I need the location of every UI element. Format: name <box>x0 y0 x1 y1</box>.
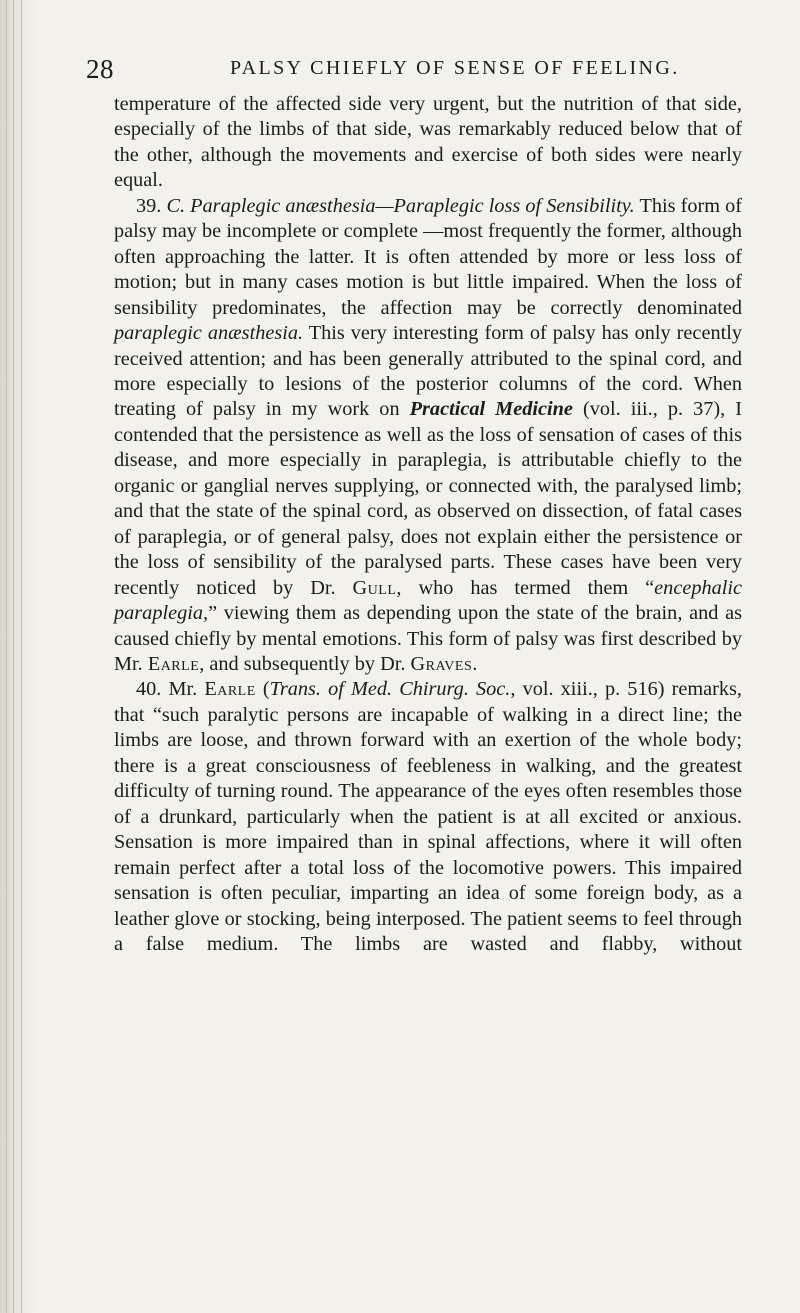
gutter-line <box>13 0 14 1313</box>
italic-term: paraplegic anæsthesia. <box>114 322 304 345</box>
gutter-line <box>6 0 7 1313</box>
body-text <box>114 92 742 957</box>
text-run: , who has termed them “ <box>396 576 655 599</box>
page-header <box>0 54 800 84</box>
section-number: 39. <box>136 194 162 217</box>
text-run: This form of palsy may be incomplete or complete —most frequently the former, although often approaching the latter. It is often attended by more or less loss of motion; but in many cases motion is but little impaired. When the loss of sensibility predominates, the affection may be correctly denominated <box>114 194 742 319</box>
paragraph-40 <box>114 677 742 957</box>
section-number: 40. <box>136 678 162 701</box>
text-run: ” viewing them as depending upon the state of the brain, and as caused chiefly by mental emotions. This form of palsy was first described by Mr. <box>114 602 742 675</box>
text-run: (vol. iii., p. 37), I contended that the persistence as well as the loss of sensation of cases of this disease, and more especially in paraplegia, is attributable chiefly to the organic or ganglial nerves supplying, or connected with, the paralysed limb; and that the state of the spinal cord, as observed on dissection, of fatal cases of paraplegia, or of general palsy, does not explain either the persistence or the loss of sensibility of the paralysed parts. These cases have been very recently noticed by Dr. <box>114 398 742 599</box>
author-name: Earle <box>147 652 200 675</box>
text-run: . <box>472 652 478 675</box>
author-name: Graves <box>410 652 473 675</box>
text-run: ( <box>255 678 270 701</box>
cited-source: Trans. of Med. Chirurg. Soc. <box>269 678 511 701</box>
paragraph-39 <box>114 194 742 678</box>
running-head: PALSY CHIEFLY OF SENSE OF FEELING. <box>230 57 680 79</box>
text-run: , vol. xiii., p. 516) remarks, that “such paralytic persons are incapable of walking in a direct line; the limbs are loose, and thrown forward with an exertion of the whole body; there is a great consciousness of feebleness in walking, and the greatest difficulty of turning round. The appearance of the eyes often resembles those of a drunkard, particularly when the patient is at all excited or anxious. Sensation is more impaired than in spinal affections, where it will often remain perfect after a total loss of the locomotive powers. This impaired sensation is often peculiar, imparting an idea of some foreign body, as a leather glove or stocking, being interposed. The patient seems to feel through a false medium. The limbs are wasted and flabby, without <box>114 678 742 955</box>
text-run: , and subsequently by Dr. <box>199 652 411 675</box>
binding-gutter <box>0 0 36 1313</box>
text-run: This very interesting form of palsy has only recently received attention; and has been generally attributed to the spinal cord, and more especially to lesions of the posterior columns of the cord. When treating of palsy in my work on <box>114 322 742 421</box>
author-name: Gull <box>352 576 397 599</box>
text-run: Mr. <box>161 678 205 701</box>
cited-work: Practical Medicine <box>409 398 573 421</box>
paragraph-continuation: temperature of the affected side very urgent, but the nutrition of that side, especially of the limbs of that side, was remarkably reduced below that of the other, although the movements and exercise of both sides were nearly equal. <box>114 93 742 192</box>
section-title: Paraplegic anæsthesia—Paraplegic loss of Sensibility. <box>190 194 635 217</box>
page-number: 28 <box>86 54 114 84</box>
italic-term: encephalic paraplegia, <box>114 576 743 625</box>
gutter-line <box>21 0 22 1313</box>
author-name: Earle <box>204 678 256 701</box>
section-letter: C. <box>166 194 186 217</box>
